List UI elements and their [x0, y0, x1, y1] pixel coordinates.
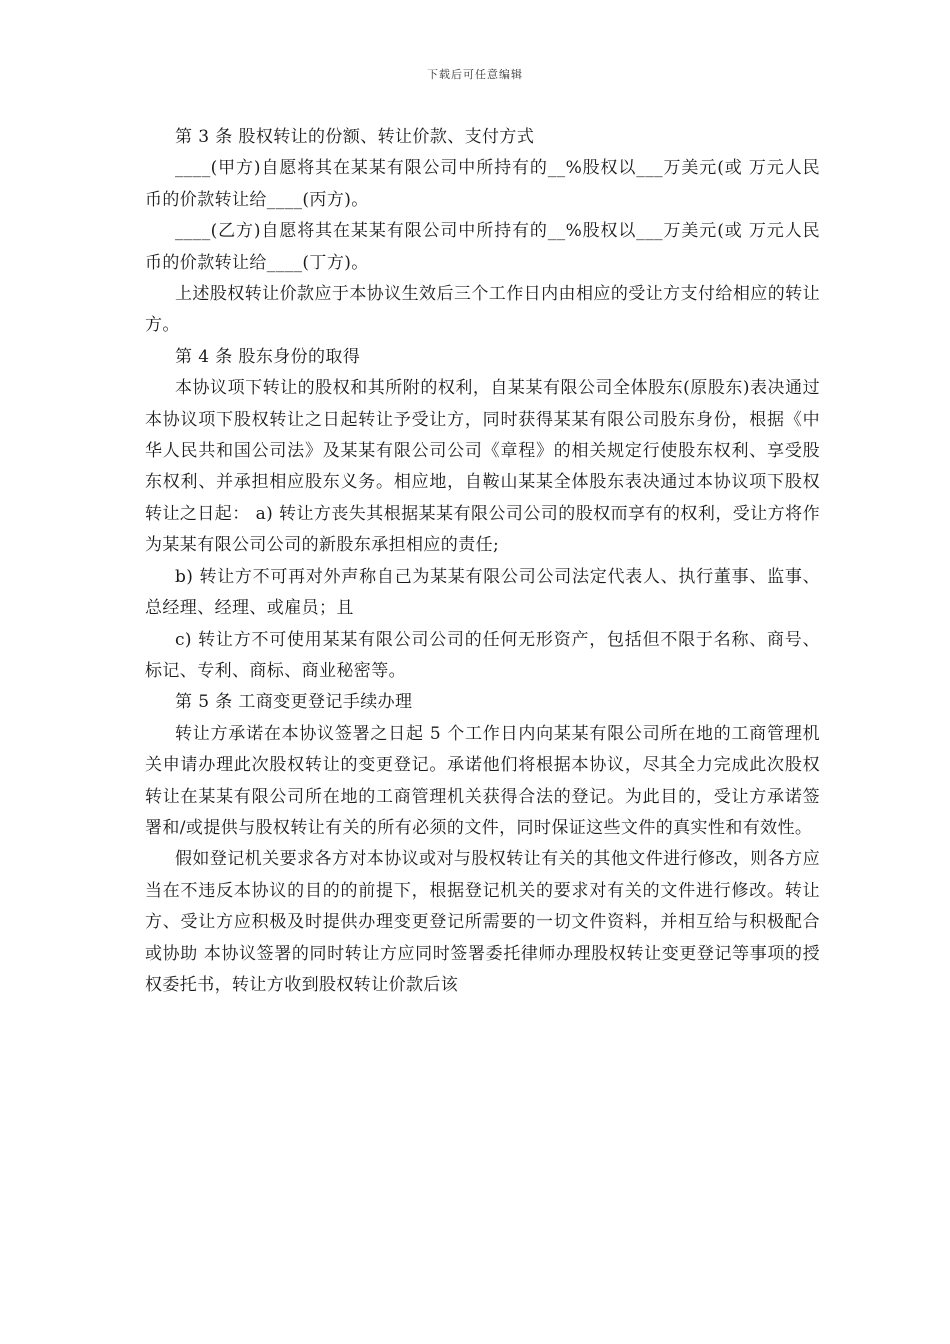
- paragraph-party-b-transfer: ____(乙方)自愿将其在某某有限公司中所持有的__%股权以___万美元(或 万元人民币的价款转让给____(丁方)。: [145, 221, 820, 273]
- paragraph-document-revision: 假如登记机关要求各方对本协议或对与股权转让有关的其他文件进行修改，则各方应当在不违反本协议的目的的前提下，根据登记机关的要求对有关的文件进行修改。转让方、受让方应积极及时提供办理变更登记所需要的一切文件资料，并相互给与积极配合或协助 本协议签署的同时转让方应同时签署委托律师办理股权转让变更登记等事项的授权委托书，转让方收到股权转让价款后该: [145, 849, 820, 995]
- paragraph-clause-b: b) 转让方不可再对外声称自己为某某有限公司公司法定代表人、执行董事、监事、总经理、经理、或雇员；且: [145, 566, 820, 619]
- section-heading-article-3: 第 3 条 股权转让的份额、转让价款、支付方式: [175, 127, 535, 147]
- section-heading-article-4: 第 4 条 股东身份的取得: [175, 346, 361, 367]
- paragraph-clause-c: c) 转让方不可使用某某有限公司公司的任何无形资产，包括但不限于名称、商号、标记、专利、商标、商业秘密等。: [145, 629, 820, 681]
- paragraph-registration-commitment: 转让方承诺在本协议签署之日起 5 个工作日内向某某有限公司所在地的工商管理机关申请办理此次股权转让的变更登记。承诺他们将根据本协议，尽其全力完成此次股权转让在某某有限公司所在地的工商管理机关获得合法的登记。为此目的，受让方承诺签署和/或提供与股权转让有关的所有必须的文件，同时保证这些文件的真实性和有效性。: [145, 723, 820, 838]
- paragraph-payment-terms: 上述股权转让价款应于本协议生效后三个工作日内由相应的受让方支付给相应的转让方。: [145, 284, 820, 336]
- paragraph-shareholder-status: 本协议项下转让的股权和其所附的权利，自某某有限公司全体股东(原股东)表决通过本协议项下股权转让之日起转让予受让方，同时获得某某有限公司股东身份，根据《中华人民共和国公司法》及某某有限公司公司《章程》的相关规定行使股东权利、享受股东权利、并承担相应股东义务。相应地，自鞍山某某全体股东表决通过本协议项下股权转让之日起： a) 转让方丧失其根据某某有限公司公司的股权而享有的权利，受让方将作为某某有限公司公司的新股东承担相应的责任;: [145, 378, 820, 556]
- document-body: [145, 122, 820, 1001]
- paragraph-party-a-transfer: ____(甲方)自愿将其在某某有限公司中所持有的__%股权以___万美元(或 万元人民币的价款转让给____(丙方)。: [145, 158, 820, 210]
- page-header: 下载后可任意编辑: [427, 68, 523, 81]
- section-heading-article-5: 第 5 条 工商变更登记手续办理: [175, 692, 413, 713]
